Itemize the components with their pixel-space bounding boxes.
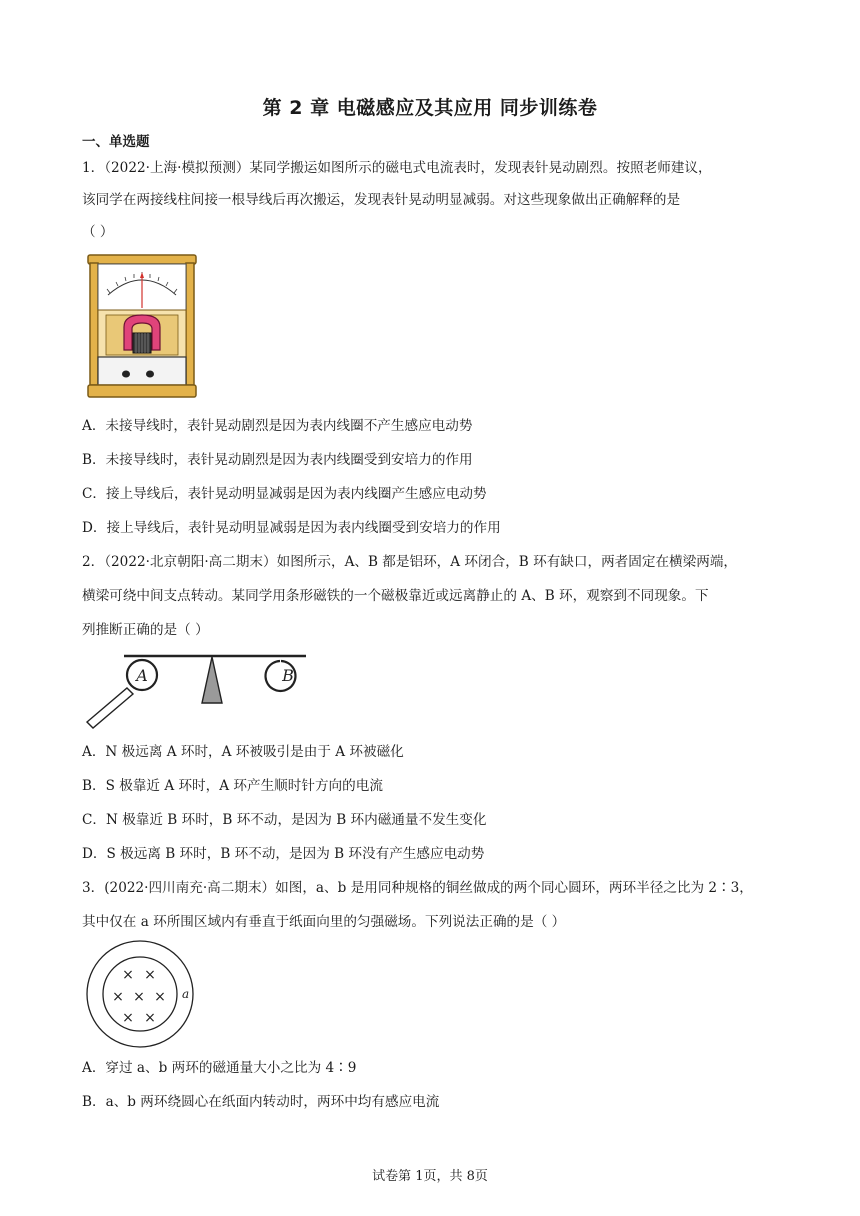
ring-a-small-label: a — [182, 987, 190, 1001]
q2-text-line-1: 2．（2022·北京朝阳·高二期末）如图所示，A、B 都是铝环，A 环闭合，B 环有缺口，两者固定在横梁两端， — [82, 554, 738, 570]
bar-magnet-icon — [87, 688, 133, 728]
q2-option-a: A．N 极远离 A 环时，A 环被吸引是由于 A 环被磁化 — [82, 744, 404, 760]
q1-text-line-2: 该同学在两接线柱间接一根导线后再次搬运，发现表针晃动明显减弱。对这些现象做出正确解释的是 — [82, 192, 681, 208]
q3-option-b: B．a、b 两环绕圆心在纸面内转动时，两环中均有感应电流 — [82, 1094, 440, 1110]
q1-option-a: A．未接导线时，表针晃动剧烈是因为表内线圈不产生感应电动势 — [82, 418, 473, 434]
q2-option-b: B．S 极靠近 A 环时，A 环产生顺时针方向的电流 — [82, 778, 383, 794]
q2-option-d: D．S 极远离 B 环时，B 环不动，是因为 B 环没有产生感应电动势 — [82, 846, 485, 862]
svg-text:×: × — [144, 967, 156, 983]
q3-text-line-2: 其中仅在 a 环所围区域内有垂直于纸面向里的匀强磁场。下列说法正确的是（ ） — [82, 914, 566, 930]
svg-text:×: × — [144, 1010, 156, 1026]
section-heading: 一、单选题 — [82, 134, 150, 150]
q1-option-d: D．接上导线后，表针晃动明显减弱是因为表内线圈受到安培力的作用 — [82, 520, 501, 536]
svg-text:×: × — [122, 967, 134, 983]
q3-option-a: A．穿过 a、b 两环的磁通量大小之比为 4∶9 — [82, 1060, 357, 1076]
q1-text-line-1: 1．（2022·上海·模拟预测）某同学搬运如图所示的磁电式电流表时，发现表针晃动剧烈。按照老师建议， — [82, 160, 712, 176]
magnetic-field-into-page-icon — [112, 967, 166, 1026]
q3-text-line-1: 3．(2022·四川南充·高二期末）如图，a、b 是用同种规格的铜丝做成的两个同心圆环，两环半径之比为 2∶3， — [82, 880, 753, 896]
svg-text:×: × — [122, 1010, 134, 1026]
q2-option-c: C．N 极靠近 B 环时，B 环不动，是因为 B 环内磁通量不发生变化 — [82, 812, 487, 828]
q1-text-line-3: （ ） — [82, 224, 114, 240]
ring-a-label: A — [136, 666, 148, 685]
q1-option-b: B．未接导线时，表针晃动剧烈是因为表内线圈受到安培力的作用 — [82, 452, 473, 468]
page-title: 第 2 章 电磁感应及其应用 同步训练卷 — [262, 97, 598, 119]
q1-option-c: C．接上导线后，表针晃动明显减弱是因为表内线圈产生感应电动势 — [82, 486, 487, 502]
ring-b-label: B — [282, 666, 294, 685]
aluminum-rings-figure — [84, 651, 314, 731]
page-footer: 试卷第 1页，共 8页 — [372, 1169, 488, 1184]
svg-text:×: × — [112, 989, 124, 1005]
galvanometer-figure — [86, 253, 200, 403]
svg-text:×: × — [154, 989, 166, 1005]
q2-text-line-3: 列推断正确的是（ ） — [82, 622, 209, 638]
concentric-rings-figure — [82, 940, 202, 1050]
q2-text-line-2: 横梁可绕中间支点转动。某同学用条形磁铁的一个磁极靠近或远离静止的 A、B 环，观察到不同现象。下 — [82, 588, 709, 604]
svg-text:×: × — [133, 989, 145, 1005]
